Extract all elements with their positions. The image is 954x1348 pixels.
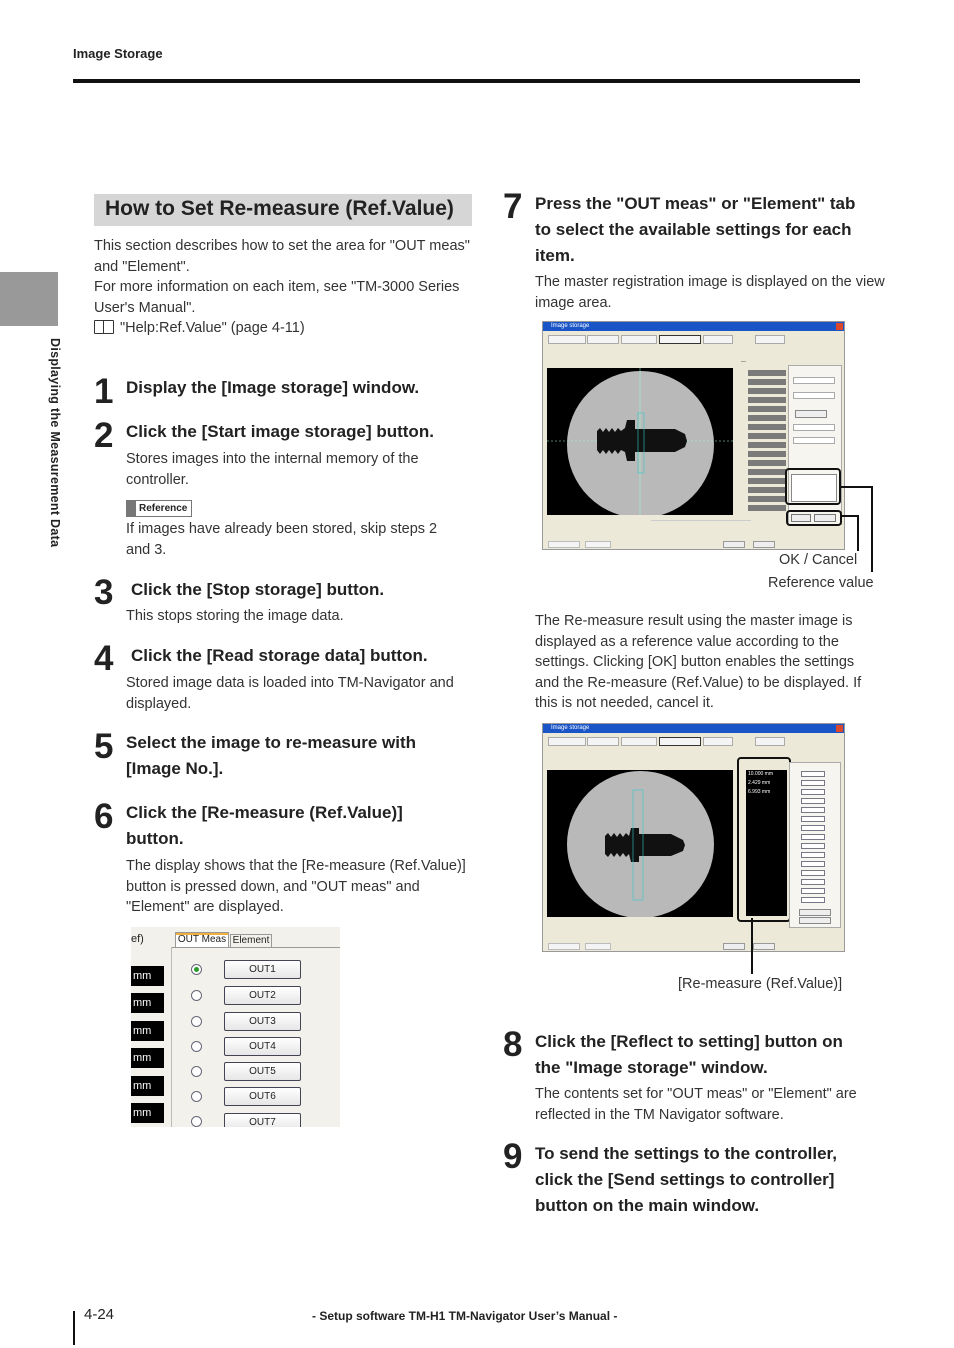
- step-body-line: image area.: [535, 294, 612, 311]
- step-number-3: 3: [94, 573, 114, 612]
- help-link-text: "Help:Ref.Value" (page 4-11): [120, 320, 305, 336]
- value-cell: [748, 388, 786, 394]
- paragraph-line: this is not needed, cancel it.: [535, 695, 714, 711]
- step-8-body: [535, 1084, 857, 1125]
- tab-element[interactable]: Element: [230, 934, 272, 947]
- reference-badge-marker: [126, 500, 136, 517]
- out-button-mini[interactable]: [801, 852, 825, 858]
- value-cell: [748, 379, 786, 385]
- toolbar-button[interactable]: [703, 335, 733, 344]
- out-button-mini[interactable]: [801, 879, 825, 885]
- value-cell: [748, 460, 786, 466]
- step-title-line: Select the image to re-measure with: [126, 733, 417, 752]
- step-7-title: [535, 191, 855, 269]
- radio-out2[interactable]: [191, 990, 202, 1001]
- image-storage-window-2: [542, 723, 845, 952]
- step-9-title: [535, 1141, 837, 1219]
- dropdown[interactable]: [793, 377, 835, 384]
- step-2-title: Click the [Start image storage] button.: [126, 422, 434, 441]
- step-body-line: Stores images into the internal memory of the: [126, 451, 419, 467]
- callout-line: [871, 486, 873, 572]
- out2-button[interactable]: OUT2: [224, 986, 301, 1005]
- step-title-line: To send the settings to the controller,: [535, 1144, 837, 1163]
- value-cell: [748, 451, 786, 457]
- value-cell: [748, 505, 786, 511]
- tab-out-meas[interactable]: OUT Meas: [175, 932, 229, 947]
- window-title: Image storage: [551, 725, 590, 731]
- help-link[interactable]: [94, 318, 470, 339]
- reference-text: [126, 519, 437, 560]
- step-body-line: The contents set for "OUT meas" or "Element" are: [535, 1086, 857, 1102]
- section-heading-text: How to Set Re-measure (Ref.Value): [105, 197, 454, 220]
- step-title-line: Press the "OUT meas" or "Element" tab: [535, 194, 856, 213]
- out-button-mini[interactable]: [801, 834, 825, 840]
- footer-button[interactable]: [585, 541, 611, 548]
- step-body-line: Stored image data is loaded into TM-Navigator and: [126, 675, 454, 691]
- unit-box: mm: [131, 1021, 164, 1041]
- step-number-4: 4: [94, 639, 114, 678]
- ok-cancel-highlight: [786, 510, 842, 526]
- callout-reference-value: Reference value: [768, 575, 874, 591]
- window-title: Image storage: [551, 323, 590, 329]
- out-button-mini[interactable]: [801, 789, 825, 795]
- window-titlebar: [543, 724, 844, 733]
- side-tab-label: Displaying the Measurement Data: [48, 338, 62, 548]
- reference-line: and 3.: [126, 541, 167, 558]
- step-body-line: button is pressed down, and "OUT meas" and: [126, 878, 420, 895]
- intro-line: User's Manual".: [94, 299, 196, 316]
- out-button-mini[interactable]: [801, 798, 825, 804]
- remeasure-button[interactable]: [659, 737, 701, 746]
- toolbar-button[interactable]: [621, 737, 657, 746]
- step-number-2: 2: [94, 416, 114, 455]
- image-storage-window-1: [542, 321, 845, 550]
- reference-badge-label: Reference: [136, 500, 192, 517]
- out7-button[interactable]: OUT7: [224, 1113, 301, 1127]
- cursor-info: [651, 520, 751, 535]
- step-number-6: 6: [94, 797, 114, 836]
- step-3-body: This stops storing the image data.: [126, 608, 344, 624]
- radio-out6[interactable]: [191, 1091, 202, 1102]
- remeasure-paragraph: [535, 611, 861, 714]
- close-icon[interactable]: [836, 323, 843, 330]
- step-title-line: item.: [535, 246, 575, 265]
- unit-box: mm: [131, 1103, 164, 1123]
- step-title-line: [Image No.].: [126, 759, 224, 778]
- unit-box: mm: [131, 966, 164, 986]
- step-2-body: [126, 449, 419, 490]
- step-body-line: The master registration image is displayed on the view: [535, 274, 885, 290]
- ref-value-3: 6.993 mm: [748, 789, 771, 795]
- step-1-title: Display the [Image storage] window.: [126, 378, 420, 397]
- unit-box: mm: [131, 1048, 164, 1068]
- book-icon: [94, 320, 114, 334]
- out3-button[interactable]: OUT3: [224, 1012, 301, 1031]
- paragraph-line: and the Re-measure (Ref.Value) to be displayed. If: [535, 674, 862, 691]
- remeasure-button[interactable]: [659, 335, 701, 344]
- value-cell: [748, 496, 786, 502]
- out1-button[interactable]: OUT1: [224, 960, 301, 979]
- out-button-mini[interactable]: [801, 780, 825, 786]
- step-6-body: [126, 856, 466, 918]
- out6-button[interactable]: OUT6: [224, 1087, 301, 1106]
- callout-line: [751, 918, 753, 974]
- close-button[interactable]: [723, 541, 745, 548]
- side-tab-marker: [0, 272, 58, 326]
- out5-button[interactable]: OUT5: [224, 1062, 301, 1081]
- intro-text: [94, 236, 470, 339]
- value-cell: [748, 406, 786, 412]
- unit-box: mm: [131, 993, 164, 1013]
- step-7-body: [535, 272, 885, 313]
- intro-line: For more information on each item, see "TM-3000 Series: [94, 279, 460, 295]
- reference-badge: [126, 500, 192, 517]
- step-5-title: [126, 730, 416, 782]
- page-number: 4-24: [84, 1306, 115, 1323]
- toolbar-button[interactable]: [548, 737, 586, 746]
- toolbar-button[interactable]: [621, 335, 657, 344]
- out-button-mini[interactable]: [801, 888, 825, 894]
- intro-line: This section describes how to set the area for "OUT meas": [94, 238, 470, 254]
- step-title-line: Click the [Reflect to setting] button on: [535, 1032, 843, 1051]
- radio-out4[interactable]: [191, 1041, 202, 1052]
- step-4-title: Click the [Read storage data] button.: [131, 646, 428, 665]
- help-button[interactable]: [753, 541, 775, 548]
- close-icon[interactable]: [836, 725, 843, 732]
- footer-button[interactable]: [585, 943, 611, 950]
- callout-remeasure: [Re-measure (Ref.Value)]: [678, 976, 843, 992]
- step-title-line: click the [Send settings to controller]: [535, 1170, 835, 1189]
- step-body-line: reflected in the TM Navigator software.: [535, 1106, 784, 1123]
- callout-line: [857, 515, 859, 551]
- step-body-line: "Element" are displayed.: [126, 899, 284, 915]
- header-section-title: Image Storage: [73, 46, 163, 61]
- out-button-mini[interactable]: [801, 843, 825, 849]
- ref-value-1: 10.000 mm: [748, 771, 774, 777]
- toolbar-button[interactable]: [587, 335, 619, 344]
- footer-button[interactable]: [548, 943, 580, 950]
- value-cell: [748, 469, 786, 475]
- step-number-1: 1: [94, 372, 114, 411]
- toolbar-button[interactable]: [548, 335, 586, 344]
- step-6-title: [126, 800, 403, 852]
- step-body-line: The display shows that the [Re-measure (Ref.Value)]: [126, 858, 466, 874]
- reflect-to-setting-button[interactable]: [799, 909, 831, 916]
- step-title-line: button on the main window.: [535, 1196, 760, 1215]
- toolbar-button[interactable]: [755, 335, 785, 344]
- view-image-area: [547, 368, 733, 515]
- header-rule: [73, 79, 860, 83]
- callout-line: [841, 486, 872, 488]
- step-title-line: the "Image storage" window.: [535, 1058, 768, 1077]
- out-button-mini[interactable]: [801, 771, 825, 777]
- toolbar-button[interactable]: [703, 737, 733, 746]
- close-button[interactable]: [723, 943, 745, 950]
- radio-out5[interactable]: [191, 1066, 202, 1077]
- value-cell: [748, 442, 786, 448]
- step-number-8: 8: [503, 1025, 523, 1064]
- reference-value-highlight: [785, 468, 841, 505]
- footer-rule: [73, 1311, 75, 1345]
- step-3-title: Click the [Stop storage] button.: [131, 580, 385, 599]
- out-button-mini[interactable]: [801, 861, 825, 867]
- panel-border: [171, 947, 172, 1127]
- dropdown[interactable]: [793, 437, 835, 444]
- value-cell: [748, 478, 786, 484]
- value-cell: [748, 370, 786, 376]
- value-cell: [748, 415, 786, 421]
- step-8-title: [535, 1029, 843, 1081]
- dropdown[interactable]: [793, 392, 835, 399]
- remeasure-list-highlight: [737, 757, 791, 922]
- out-button-mini[interactable]: [801, 816, 825, 822]
- radio-out3[interactable]: [191, 1016, 202, 1027]
- out4-button[interactable]: OUT4: [224, 1037, 301, 1056]
- panel-button[interactable]: [795, 410, 827, 418]
- value-cell: [748, 424, 786, 430]
- reference-line: If images have already been stored, skip steps 2: [126, 521, 438, 537]
- step-4-body: [126, 673, 454, 714]
- out-button-mini[interactable]: [801, 870, 825, 876]
- value-cell: [748, 487, 786, 493]
- partial-label: ef): [131, 933, 144, 945]
- toolbar-button[interactable]: [755, 737, 785, 746]
- intro-line: and "Element".: [94, 258, 190, 275]
- step-body-line: controller.: [126, 471, 189, 488]
- workpiece-silhouette: [547, 770, 733, 917]
- unit-box: mm: [131, 1076, 164, 1096]
- step-body-line: displayed.: [126, 695, 192, 712]
- paragraph-line: displayed as a reference value according to the: [535, 633, 839, 650]
- step-title-line: to select the available settings for each: [535, 220, 852, 239]
- radio-out1[interactable]: [191, 964, 202, 975]
- footer-button[interactable]: [548, 541, 580, 548]
- dropdown[interactable]: [793, 424, 835, 431]
- out-button-mini[interactable]: [801, 807, 825, 813]
- section-heading: [94, 194, 472, 226]
- toolbar-button[interactable]: [587, 737, 619, 746]
- step-number-9: 9: [503, 1137, 523, 1176]
- view-image-area: [547, 770, 733, 917]
- default-setting-button[interactable]: [799, 917, 831, 924]
- window-titlebar: [543, 322, 844, 331]
- out-meas-zoom-screenshot: [131, 927, 340, 1127]
- workpiece-silhouette: [547, 368, 733, 515]
- value-cell: [748, 397, 786, 403]
- footer-title: - Setup software TM-H1 TM-Navigator User’s Manual -: [312, 1309, 618, 1323]
- callout-line: [841, 515, 858, 517]
- out-button-mini[interactable]: [801, 825, 825, 831]
- tab-divider: [171, 947, 340, 948]
- paragraph-line: settings. Clicking [OK] button enables the settings: [535, 654, 855, 670]
- step-title-line: button.: [126, 829, 184, 848]
- step-number-5: 5: [94, 727, 114, 766]
- step-number-7: 7: [503, 187, 523, 226]
- help-button[interactable]: [753, 943, 775, 950]
- out-button-mini[interactable]: [801, 897, 825, 903]
- radio-out7[interactable]: [191, 1116, 202, 1127]
- list-header: —: [741, 359, 746, 365]
- step-title-line: Click the [Re-measure (Ref.Value)]: [126, 803, 403, 822]
- value-cell: [748, 433, 786, 439]
- ref-value-2: 2.429 mm: [748, 780, 771, 786]
- callout-ok-cancel: OK / Cancel: [779, 552, 858, 568]
- paragraph-line: The Re-measure result using the master image is: [535, 613, 853, 629]
